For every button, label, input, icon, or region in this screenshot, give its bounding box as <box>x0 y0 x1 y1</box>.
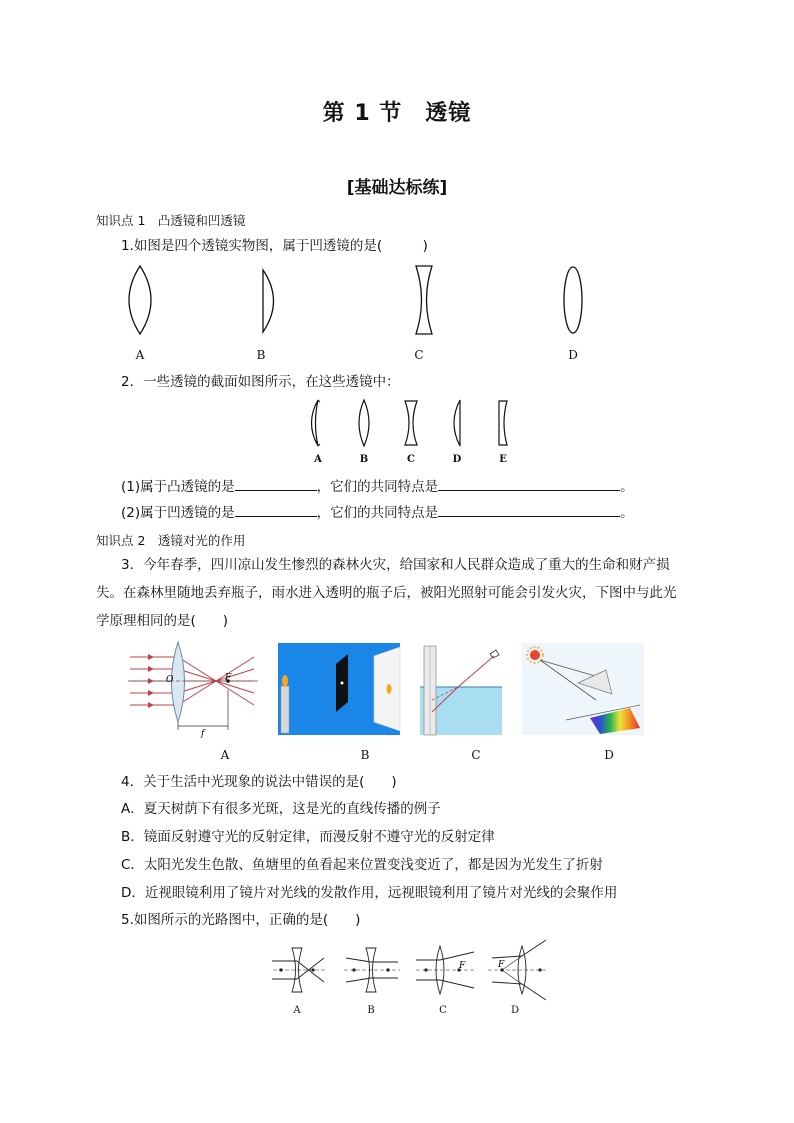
q2-label-e: E <box>499 454 507 465</box>
question-3-line-1: 3．今年春季，四川凉山发生惨烈的森林火灾，给国家和人民群众造成了重大的生命和财产损 <box>121 557 670 573</box>
knowledge-point-1: 知识点 1 凸透镜和凹透镜 <box>96 213 246 228</box>
q5-label-c: C <box>439 1005 447 1016</box>
question-2-text: 2．一些透镜的截面如图所示，在这些透镜中： <box>121 374 400 390</box>
question-5-text: 5.如图所示的光路图中，正确的是( ) <box>121 912 361 928</box>
question-1-text: 1.如图是四个透镜实物图，属于凹透镜的是( ) <box>121 238 428 254</box>
q4-option-d: D．近视眼镜利用了镜片对光线的发散作用，远视眼镜利用了镜片对光线的会聚作用 <box>121 885 618 901</box>
q3-label-d: D <box>604 748 614 762</box>
page-title: 第 1 节 透镜 <box>322 101 472 126</box>
q2-label-c: C <box>407 454 415 465</box>
question-3-line-3: 学原理相同的是( ) <box>96 613 229 629</box>
q2-line2-end: 。 <box>620 505 634 521</box>
q4-option-b: B．镜面反射遵守光的反射定律，而漫反射不遵守光的反射定律 <box>121 829 495 845</box>
q2-line1-prefix: (1)属于凸透镜的是 <box>121 479 235 495</box>
q2-line1-end: 。 <box>620 479 634 495</box>
q3-label-c: C <box>471 748 481 762</box>
q3-a-label-f: F <box>225 673 232 683</box>
q4-option-c: C．太阳光发生色散、鱼塘里的鱼看起来位置变浅变近了，都是因为光发生了折射 <box>121 857 603 873</box>
q2-label-b: B <box>359 454 369 465</box>
q2-label-a: A <box>314 454 322 465</box>
q3-label-b: B <box>360 748 370 762</box>
q5-label-b: B <box>367 1005 375 1016</box>
q2-label-d: D <box>452 454 462 465</box>
q1-label-a: A <box>135 348 145 362</box>
question-3-line-2: 失。在森林里随地丢弃瓶子，雨水进入透明的瓶子后，被阳光照射可能会引发火灾，下图中与此光 <box>96 585 677 601</box>
q3-a-label-o: O <box>166 675 174 685</box>
q1-label-c: C <box>414 348 424 362</box>
question-4-text: 4．关于生活中光现象的说法中错误的是( ) <box>121 774 397 790</box>
q1-label-b: B <box>256 348 266 362</box>
q3-a-label-focal: f <box>201 729 205 739</box>
q5-d-focus-label: F <box>498 960 505 970</box>
q3-label-a: A <box>220 748 230 762</box>
q5-c-focus-label: F <box>459 961 466 971</box>
q5-label-a: A <box>293 1005 301 1016</box>
section-subtitle: [基础达标练] <box>346 178 448 198</box>
q5-label-d: D <box>510 1005 520 1016</box>
q2-line2-mid: ，它们的共同特点是 <box>316 505 439 521</box>
q2-line2-prefix: (2)属于凹透镜的是 <box>121 505 235 521</box>
q4-option-a: A．夏天树荫下有很多光斑，这是光的直线传播的例子 <box>121 801 441 817</box>
q2-line1-mid: ，它们的共同特点是 <box>316 479 439 495</box>
q1-label-d: D <box>568 348 578 362</box>
knowledge-point-2: 知识点 2 透镜对光的作用 <box>96 533 246 548</box>
